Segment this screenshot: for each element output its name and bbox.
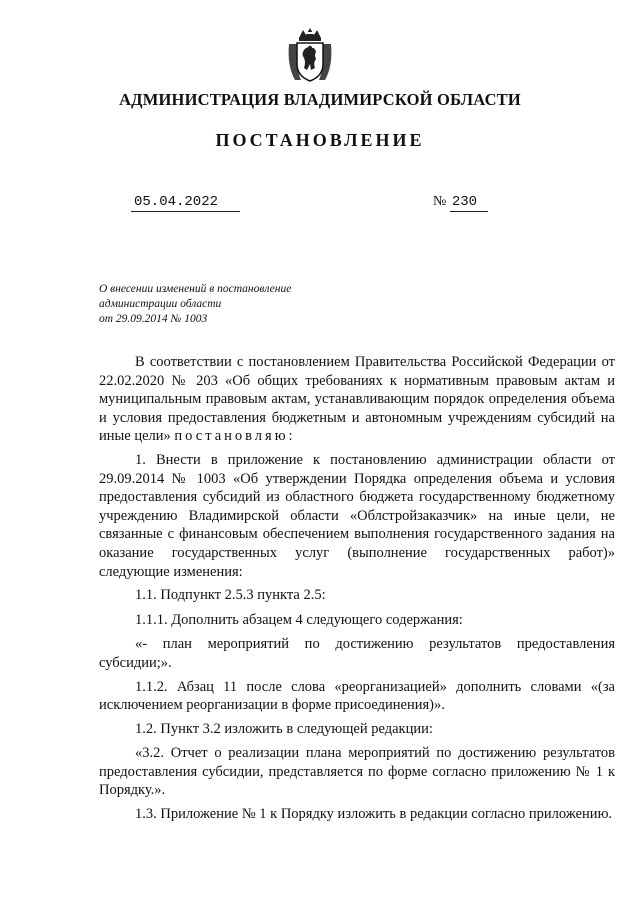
paragraph-1-2: 1.2. Пункт 3.2 изложить в следующей редакции: <box>135 720 433 737</box>
paragraph-1-1: 1.1. Подпункт 2.5.3 пункта 2.5: <box>135 587 326 604</box>
paragraph-quote-3-2: «3.2. Отчет о реализации плана мероприятий по достижению результатов предоставления субсидии, представляется по форме согласно приложению № 1 к Порядку.». <box>99 745 615 799</box>
paragraph-1: 1. Внести в приложение к постановлению администрации области от 29.09.2014 № 1003 «Об утверждении Порядка определения объема и условия предоставления субсидий из областного бюджета государственному бюджетному учреждению Владимирской области «Облстройзаказчик» на иные цели, не связанные с финансовым обеспечением выполнения государственного задания на оказание государственных услуг (выполнение государственных работ)» следующие изменения: <box>99 451 615 580</box>
paragraph-quote-plan: «- план мероприятий по достижению результатов предоставления субсидии;». <box>99 636 615 671</box>
document-subject <box>99 282 339 327</box>
organization-title: АДМИНИСТРАЦИЯ ВЛАДИМИРСКОЙ ОБЛАСТИ <box>119 90 521 109</box>
subject-line-2: администрации области <box>99 298 222 310</box>
subject-line-1: О внесении изменений в постановление <box>99 283 292 295</box>
document-type-title: ПОСТАНОВЛЕНИЕ <box>215 130 425 150</box>
number-value: 230 <box>450 193 488 212</box>
number-prefix: № <box>433 194 447 209</box>
document-number <box>433 193 488 212</box>
coat-of-arms-icon <box>285 26 335 84</box>
document-body <box>99 353 615 829</box>
preamble-text: В соответствии с постановлением Правительства Российской Федерации от 22.02.2020 № 203 «Об общих требованиях к нормативным правовым актам и муниципальным правовым актам, устанавливающим порядок определения объема и условия предоставления бюджетным и автономным учреждениям субсидий на иные цели» <box>99 354 615 445</box>
paragraph-1-1-1: 1.1.1. Дополнить абзацем 4 следующего содержания: <box>135 611 463 628</box>
paragraph-1-1-2: 1.1.2. Абзац 11 после слова «реорганизацией» дополнить словами «(за исключением реорганизации в форме присоединения)». <box>99 678 615 714</box>
paragraph-preamble <box>99 353 615 446</box>
resolution-word: постановляю: <box>174 428 296 445</box>
document-date: 05.04.2022 <box>131 193 240 212</box>
paragraph-1-3: 1.3. Приложение № 1 к Порядку изложить в редакции согласно приложению. <box>135 806 613 823</box>
subject-line-3: от 29.09.2014 № 1003 <box>99 313 208 325</box>
